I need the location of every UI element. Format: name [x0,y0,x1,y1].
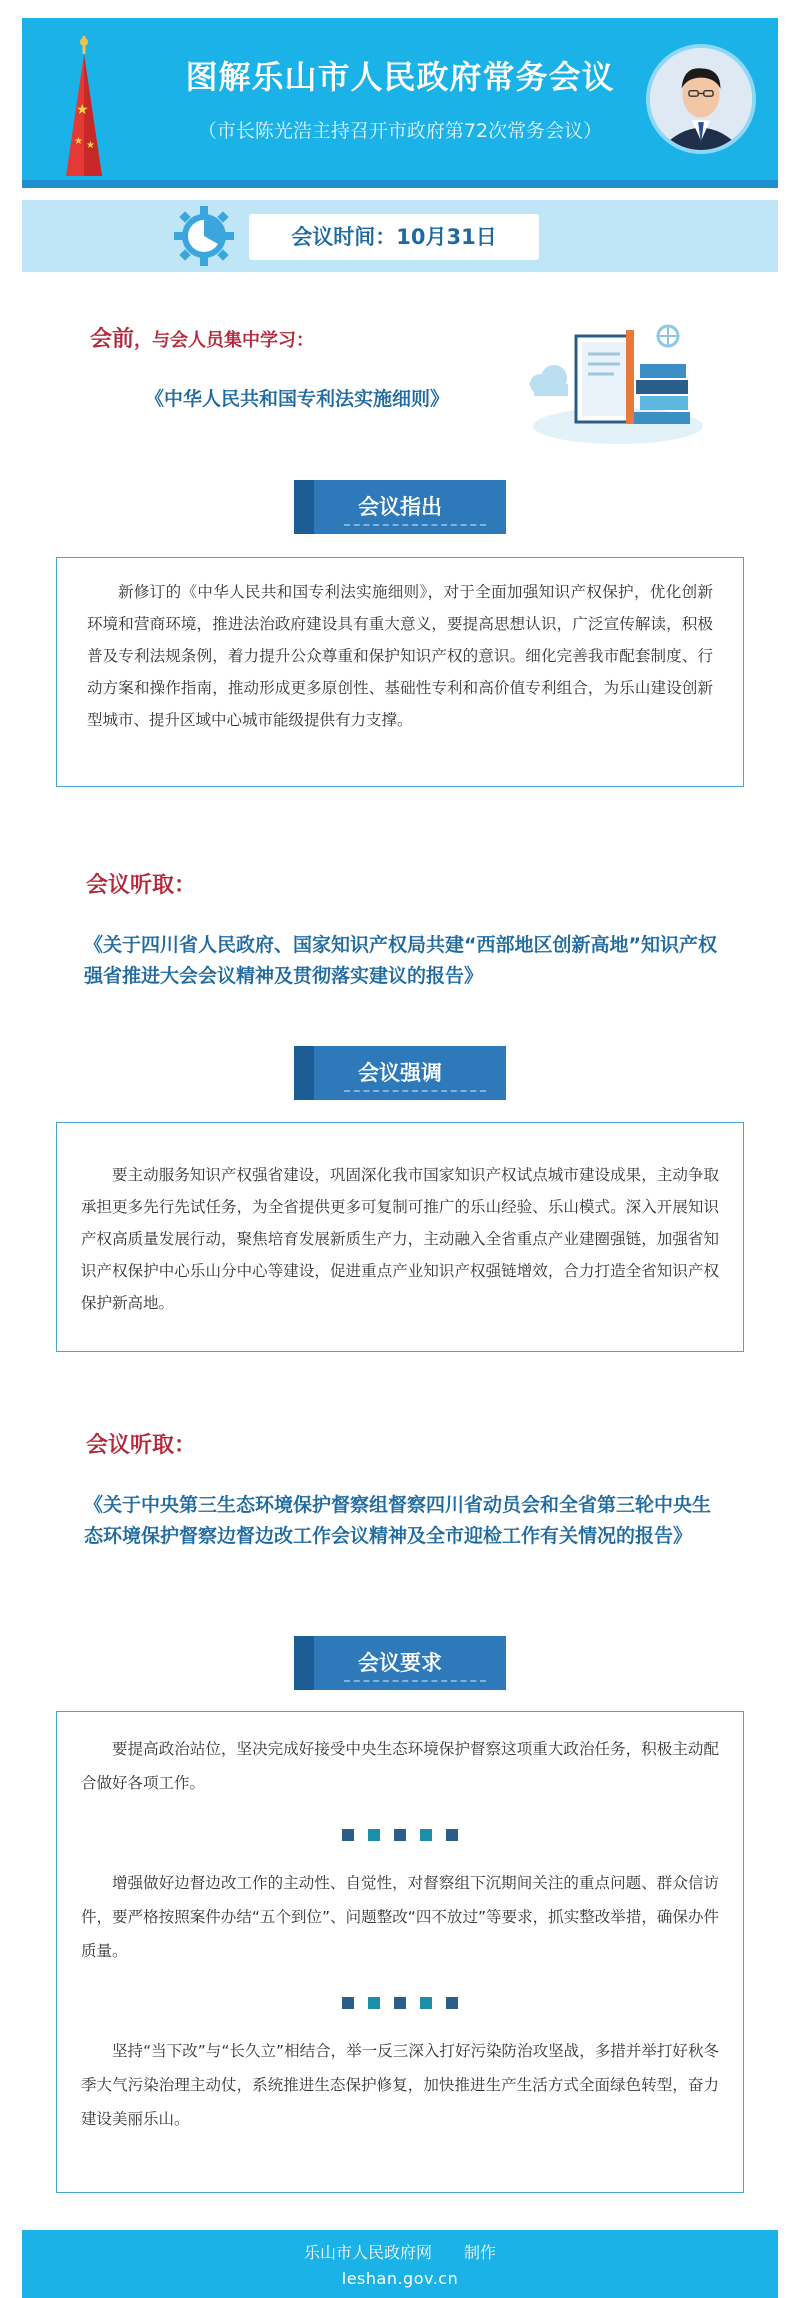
meeting-time-bar [22,200,778,272]
emphasized-text: 要主动服务知识产权强省建设，巩固深化我市国家知识产权试点城市建设成果，主动争取承担更多先行先试任务，为全省提供更多可复制可推广的乐山经验、乐山模式。深入开展知识产权高质量发展行动，聚焦培育发展新质生产力，主动融入全省重点产业建圈强链，加强省知识产权保护中心乐山分中心等建设，促进重点产业知识产权强链增效，合力打造全省知识产权保护新高地。 [81,1166,719,1312]
svg-text:★: ★ [74,136,83,147]
svg-text:★: ★ [76,102,89,118]
emphasized-box [56,1122,744,1352]
pre-meeting-heading [90,322,314,353]
emphasized-banner [294,1046,506,1100]
pointed-out-label: 会议指出 [358,495,442,519]
pre-meeting-label: 会前 [90,327,135,352]
pointed-out-box [56,557,744,787]
portrait-avatar [646,44,756,154]
meeting-time: 会议时间：10月31日 [249,214,539,260]
footer-producer: 乐山市人民政府网 制作 [303,2243,496,2262]
required-banner [294,1636,506,1690]
banner-dash [344,524,486,526]
required-label: 会议要求 [358,1651,442,1675]
heard-heading-1: 会议听取： [86,873,197,898]
pointed-out-text: 新修订的《中华人民共和国专利法实施细则》，对于全面加强知识产权保护，优化创新环境和营商环境，推进法治政府建设具有重大意义，要提高思想认识，广泛宣传解读，积极普及专利法规条例，着力提升公众尊重和保护知识产权的意识。细化完善我市配套制度、行动方案和操作指南，推动形成更多原创性、基础性专利和高价值专利组合，为乐山建设创新型城市、提升区域中心城市能级提供有力支撑。 [87,583,713,729]
banner-dash [344,1090,486,1092]
banner-dash [344,1680,486,1682]
divider-dots [81,1994,719,2008]
svg-text:★: ★ [86,140,95,151]
study-illustration [518,308,708,448]
required-text-3: 坚持“当下改”与“长久立”相结合，举一反三深入打好污染防治攻坚战，多措并举打好秋冬季大气污染治理主动仗，系统推进生态保护修复，加快推进生产生活方式全面绿色转型，奋力建设美丽乐山。 [81,2042,719,2128]
header-banner [22,18,778,188]
report-title-2: 《关于中央第三生态环境保护督察组督察四川省动员会和全省第三轮中央生态环境保护督察边督边改工作会议精神及全市迎检工作有关情况的报告》 [84,1494,712,1547]
required-box [56,1711,744,2193]
footer-url[interactable]: leshan.gov.cn [341,2269,459,2288]
pre-meeting-note: ，与会人员集中学习： [134,330,315,351]
page-title: 图解乐山市人民政府常务会议 [185,58,615,96]
study-document-title: 《中华人民共和国专利法实施细则》 [145,388,450,410]
divider-dots [81,1826,719,1840]
heard-heading-2: 会议听取： [86,1433,197,1458]
gear-clock-icon [172,204,236,268]
pointed-out-banner [294,480,506,534]
required-text-2: 增强做好边督边改工作的主动性、自觉性，对督察组下沉期间关注的重点问题、群众信访件，要严格按照案件办结“五个到位”、问题整改“四不放过”等要求，抓实整改举措，确保办件质量。 [81,1874,719,1960]
footer [22,2230,778,2298]
emphasized-label: 会议强调 [358,1061,442,1085]
report-title-1: 《关于四川省人民政府、国家知识产权局共建“西部地区创新高地”知识产权强省推进大会会议精神及贯彻落实建议的报告》 [84,934,717,987]
page-subtitle: （市长陈光浩主持召开市政府第72次常务会议） [197,120,603,142]
required-text-1: 要提高政治站位，坚决完成好接受中央生态环境保护督察这项重大政治任务，积极主动配合做好各项工作。 [81,1740,719,1792]
